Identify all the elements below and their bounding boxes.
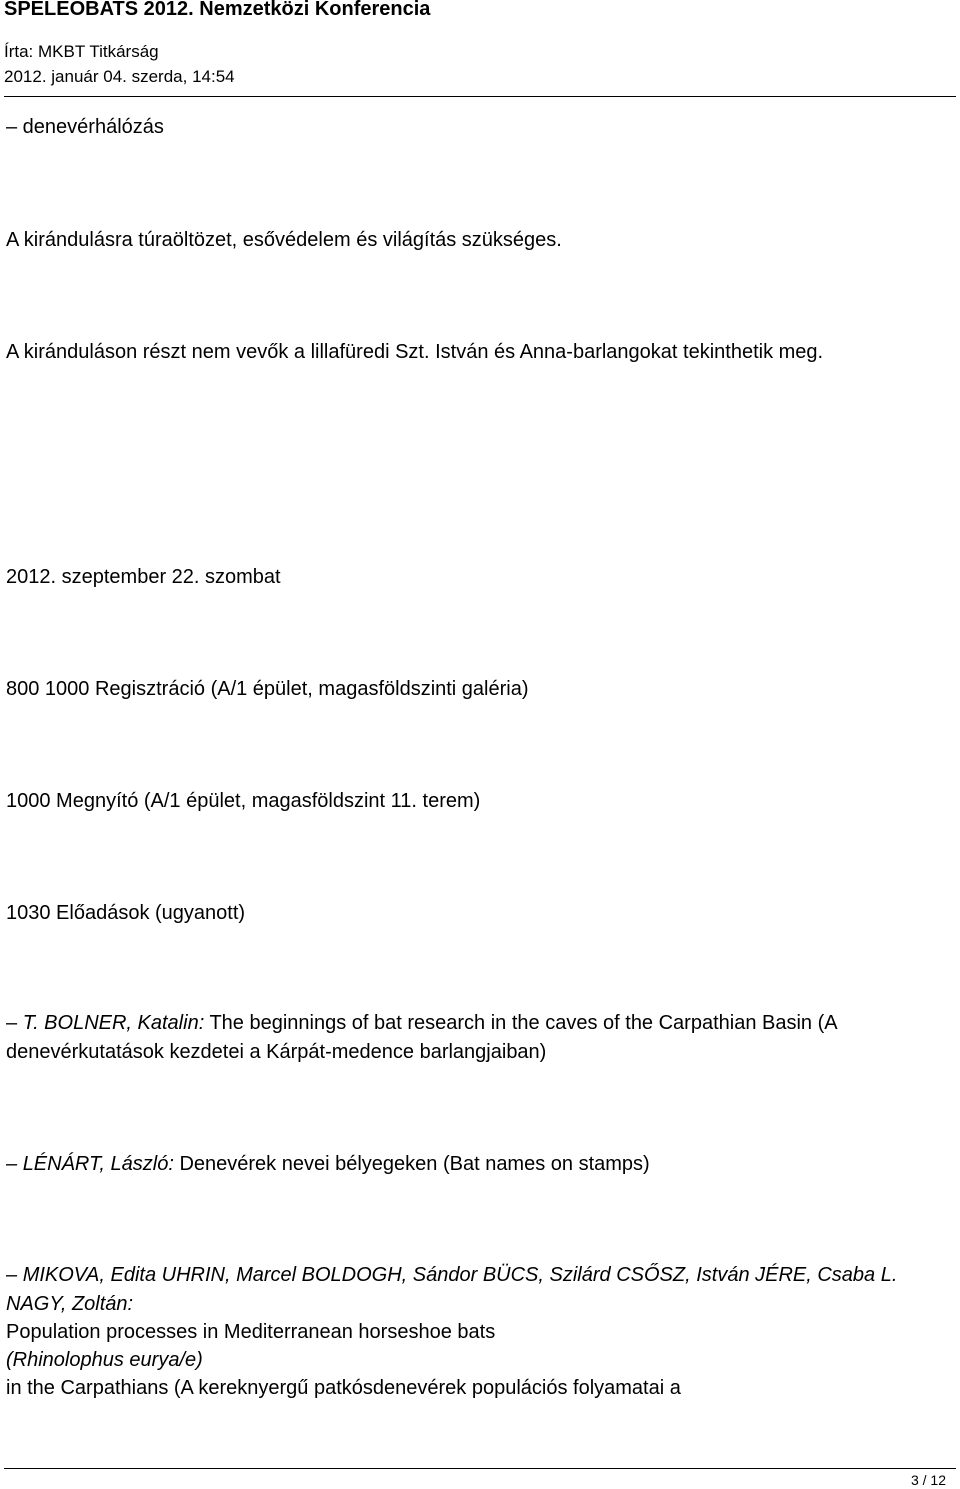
- species-name: (Rhinolophus eurya/e): [6, 1349, 203, 1371]
- talk-title: The beginnings of bat research in the caves of the Carpathian Basin (A denevérkutatások kezdetei a Kárpát-medence barlangjaiban): [6, 1012, 837, 1063]
- talk-authors: MIKOVA, Edita UHRIN, Marcel BOLDOGH, Sándor BÜCS, Szilárd CSŐSZ, István JÉRE, Csaba L. NAGY, Zoltán:: [6, 1264, 898, 1315]
- alternative-note: A kiránduláson részt nem vevők a lillafüredi Szt. István és Anna-barlangokat tekinthetik meg.: [6, 341, 824, 363]
- talk-title: in the Carpathians (A kereknyergű patkósdenevérek populációs folyamatai a: [6, 1377, 681, 1399]
- talk-author: LÉNÁRT, László:: [22, 1153, 174, 1175]
- equipment-note: A kirándulásra túraöltözet, esővédelem és világítás szükséges.: [6, 229, 562, 251]
- schedule-item: 1030 Előadások (ugyanott): [6, 902, 246, 924]
- talk-entry: [6, 1261, 950, 1319]
- list-dash: –: [6, 1153, 23, 1175]
- talk-author: T. BOLNER, Katalin:: [22, 1012, 205, 1034]
- footer-divider: [4, 1468, 956, 1469]
- list-dash: –: [6, 1012, 23, 1034]
- schedule-item: 1000 Megnyító (A/1 épület, magasföldszint 11. terem): [6, 790, 481, 812]
- talk-title: Population processes in Mediterranean horseshoe bats: [6, 1321, 496, 1343]
- document-title: SPELEOBATS 2012. Nemzetközi Konferencia: [4, 0, 431, 20]
- list-item: – denevérhálózás: [6, 116, 164, 138]
- talk-entry: [6, 1150, 950, 1179]
- talk-title: Denevérek nevei bélyegeken (Bat names on stamps): [173, 1153, 650, 1175]
- day-heading: 2012. szeptember 22. szombat: [6, 566, 281, 588]
- schedule-item: 800 1000 Regisztráció (A/1 épület, magasföldszinti galéria): [6, 678, 529, 700]
- list-dash: –: [6, 1264, 23, 1286]
- author-line: Írta: MKBT Titkárság: [4, 42, 159, 61]
- date-line: 2012. január 04. szerda, 14:54: [4, 67, 235, 86]
- talk-entry: [6, 1009, 950, 1067]
- header-divider: [4, 96, 956, 97]
- page-number: 3 / 12: [910, 1472, 946, 1488]
